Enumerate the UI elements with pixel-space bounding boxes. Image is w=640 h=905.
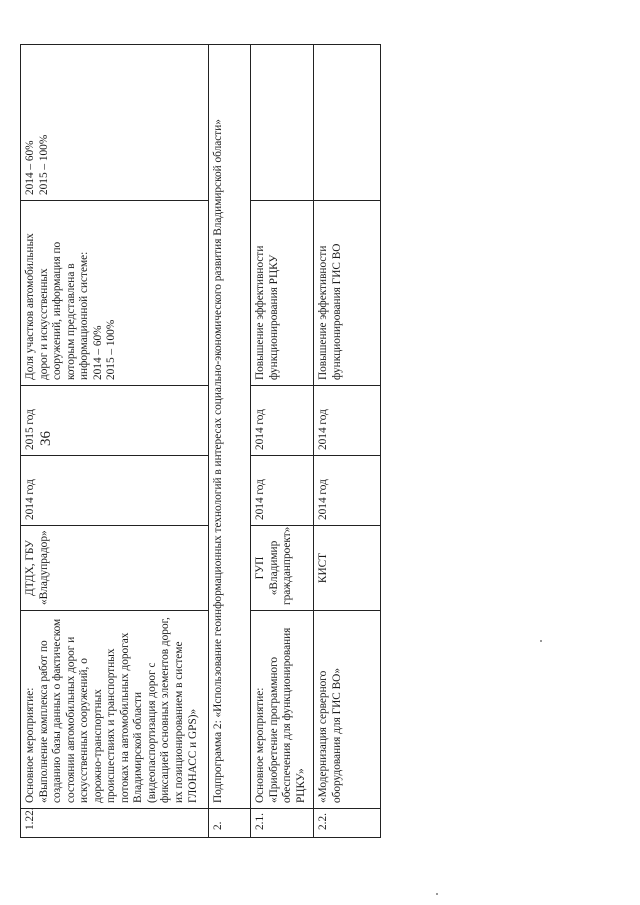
table-row [314, 45, 381, 838]
row-number: 2.2. [314, 809, 381, 838]
end-year: 2014 год [314, 386, 381, 456]
row-number: 2.1. [251, 809, 314, 838]
executor: КИСТ [314, 526, 381, 611]
scan-speck [436, 893, 438, 895]
event-name: «Модернизация серверного оборудования для ГИС ВО» [314, 611, 381, 809]
end-year: 2014 год [251, 386, 314, 456]
table-row [251, 45, 314, 838]
event-name: Основное мероприятие: «Выполнение комплекса работ по созданию базы данных о фактическом состоянии автомобильных дорог и искусственных сооружений, о дорожно-транспортных происшествиях и транспортных потоках на автомобильных дорогах Владимирской области (видеопаспортизация дорог с фиксацией основных элементов дорог, их позиционированием в системе ГЛОНАСС и GPS)» [21, 611, 209, 809]
table-row [209, 45, 251, 838]
row-number: 2. [209, 809, 251, 838]
target-indicator: 2014 – 60% 2015 – 100% [21, 45, 209, 201]
expected-result: Повышение эффективности функционирования РЦКУ [251, 201, 314, 386]
event-name: Основное мероприятие: «Приобретение программного обеспечения для функционирования РЦКУ» [251, 611, 314, 809]
expected-result: Повышение эффективности функционирования ГИС ВО [314, 201, 381, 386]
page-number: 36 [38, 431, 54, 446]
program-table [20, 44, 381, 838]
table-row [21, 45, 209, 838]
target-indicator [314, 45, 381, 201]
row-number: 1.22. [21, 809, 209, 838]
target-indicator [251, 45, 314, 201]
start-year: 2014 год [251, 456, 314, 526]
start-year: 2014 год [314, 456, 381, 526]
subprogram-title: Подпрограмма 2: «Использование геоинформационных технологий в интересах социально-экономического развития Владимирской области» [209, 45, 251, 809]
executor: ГУП «Владимир гражданпроект» [251, 526, 314, 611]
end-year: 2015 год [21, 386, 209, 456]
start-year: 2014 год [21, 456, 209, 526]
executor: ДТДХ, ГБУ «Владупрадор» [21, 526, 209, 611]
expected-result: Доля участков автомобильных дорог и искусственных сооружений, информация по которым представлена в информационной системе: 2014 – 60% 2015 – 100% [21, 201, 209, 386]
scan-speck [540, 640, 542, 642]
